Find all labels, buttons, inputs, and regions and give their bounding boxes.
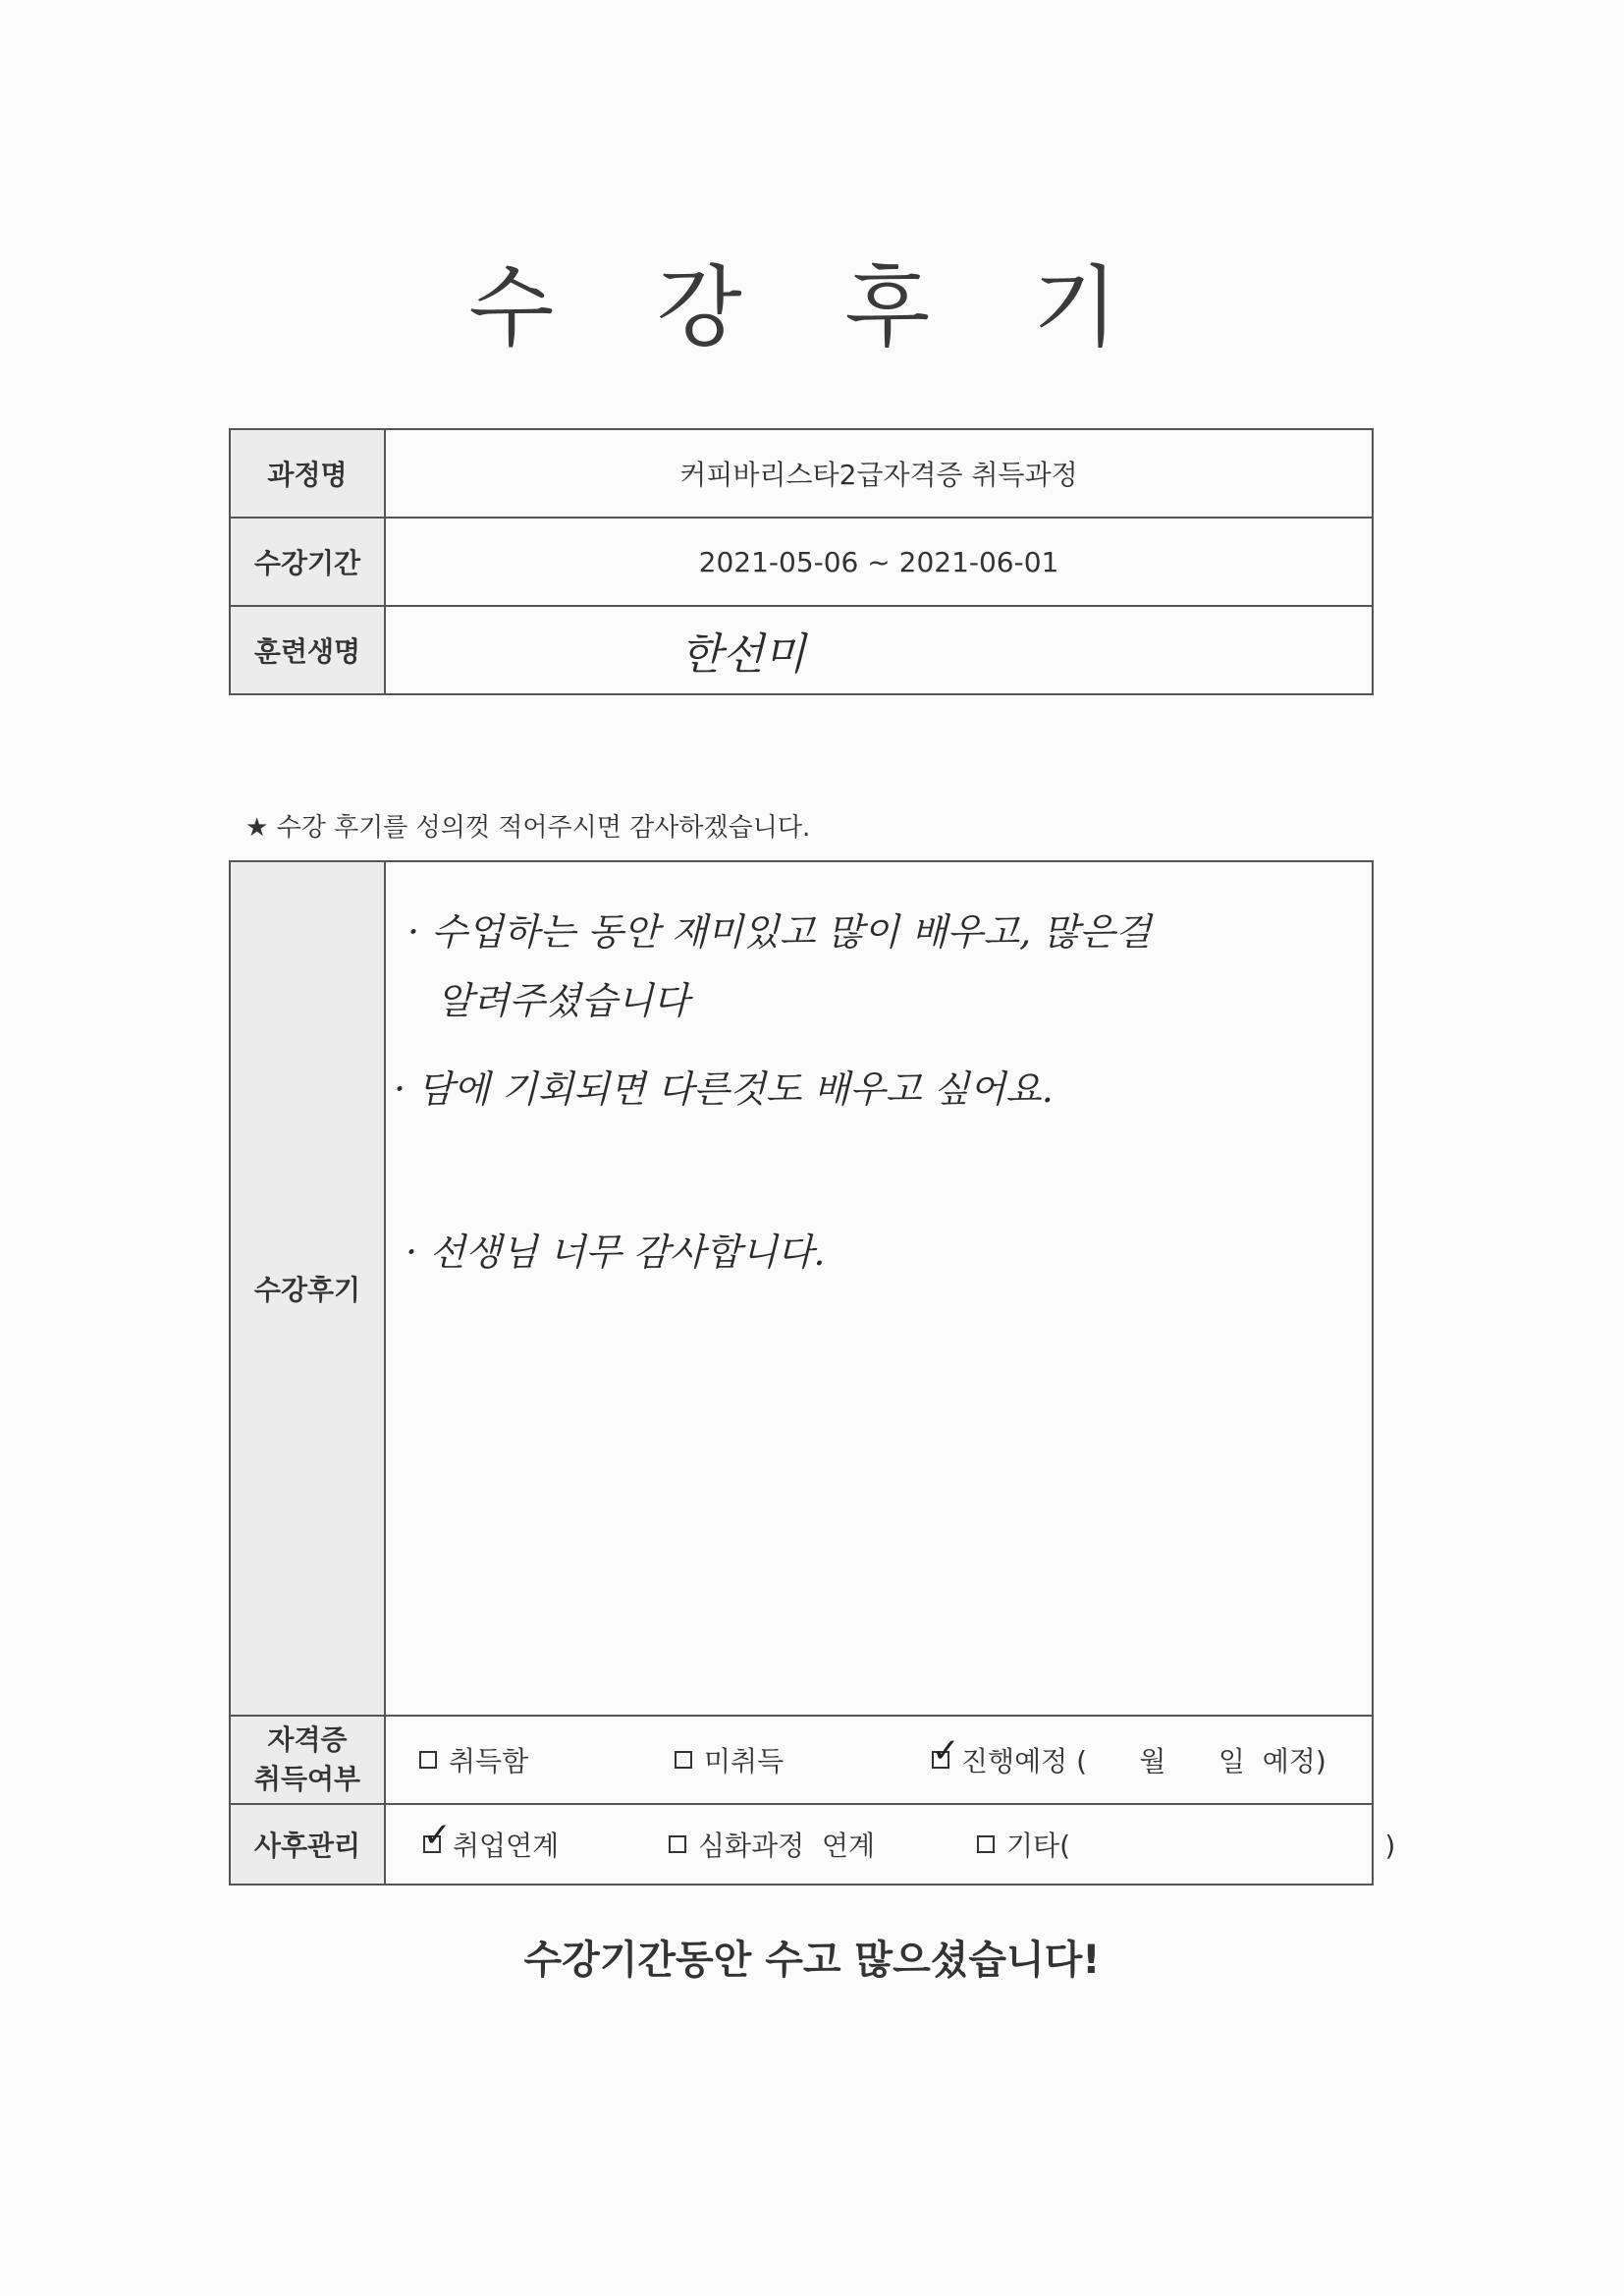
checkbox-icon[interactable] <box>669 1835 686 1853</box>
closing-message: 수강기간동안 수고 많으셨습니다! <box>523 1938 1101 1983</box>
checkbox-icon[interactable] <box>675 1751 692 1769</box>
period-label: 수강기간 <box>230 518 385 606</box>
cert-option-acquired[interactable] <box>419 1740 528 1779</box>
cert-option-label: 취득함 <box>449 1745 529 1777</box>
trainee-value: 한선미 <box>680 629 806 680</box>
review-line: · 선생님 너무 감사합니다. <box>406 1230 826 1274</box>
certificate-label-line1: 자격증 <box>267 1723 348 1756</box>
aftercare-row <box>230 1804 1373 1885</box>
period-value: 2021-05-06 ~ 2021-06-01 <box>385 518 1373 606</box>
review-line: · 담에 기회되면 다른것도 배우고 싶어요. <box>394 1067 1054 1111</box>
checkmark-icon: ✓ <box>423 1816 452 1855</box>
aftercare-option-label: 취업연계 <box>453 1830 560 1862</box>
certificate-label <box>230 1716 385 1804</box>
cert-option-in-progress[interactable] <box>932 1731 1326 1779</box>
aftercare-option-advanced[interactable] <box>669 1825 875 1864</box>
review-cell <box>385 861 1373 1716</box>
cert-option-label: 진행예정 ( 월 일 예정) <box>961 1745 1326 1777</box>
review-label: 수강후기 <box>230 861 385 1716</box>
period-row <box>230 518 1373 606</box>
course-label: 과정명 <box>230 429 385 518</box>
trainee-row <box>230 606 1373 694</box>
trainee-label: 훈련생명 <box>230 606 385 694</box>
certificate-options <box>385 1716 1373 1804</box>
aftercare-options-row <box>386 1805 1396 1884</box>
page-title: 수 강 후 기 <box>468 256 1156 359</box>
checkbox-icon[interactable] <box>423 1816 452 1855</box>
course-row <box>230 429 1373 518</box>
aftercare-option-label: 심화과정 연계 <box>698 1830 876 1862</box>
checkbox-icon[interactable] <box>977 1835 995 1853</box>
certificate-label-line2: 취득여부 <box>253 1763 361 1795</box>
aftercare-option-label: 기타( ) <box>1006 1830 1396 1862</box>
instruction-note: ★ 수강 후기를 성의껏 적어주시면 감사하겠습니다. <box>245 813 811 843</box>
course-value: 커피바리스타2급자격증 취득과정 <box>385 429 1373 518</box>
certificate-row <box>230 1716 1373 1804</box>
aftercare-option-job[interactable] <box>423 1816 560 1864</box>
review-table <box>229 860 1396 1886</box>
review-line: · 수업하는 동안 재미있고 많이 배우고, 많은걸 <box>407 910 1152 954</box>
checkbox-icon[interactable] <box>932 1731 960 1771</box>
cert-option-label: 미취득 <box>704 1745 785 1777</box>
cert-option-not-acquired[interactable] <box>675 1740 784 1779</box>
certificate-options-row <box>386 1717 1372 1803</box>
review-body <box>386 862 1372 1715</box>
aftercare-label: 사후관리 <box>230 1804 385 1885</box>
checkmark-icon: ✓ <box>932 1731 960 1771</box>
trainee-cell <box>385 606 1373 694</box>
checkbox-icon[interactable] <box>419 1751 437 1769</box>
review-line: 알려주셨습니다 <box>437 979 689 1022</box>
review-row <box>230 861 1373 1716</box>
aftercare-options <box>385 1804 1396 1885</box>
course-info-table <box>229 428 1374 695</box>
aftercare-option-other[interactable] <box>977 1825 1395 1864</box>
